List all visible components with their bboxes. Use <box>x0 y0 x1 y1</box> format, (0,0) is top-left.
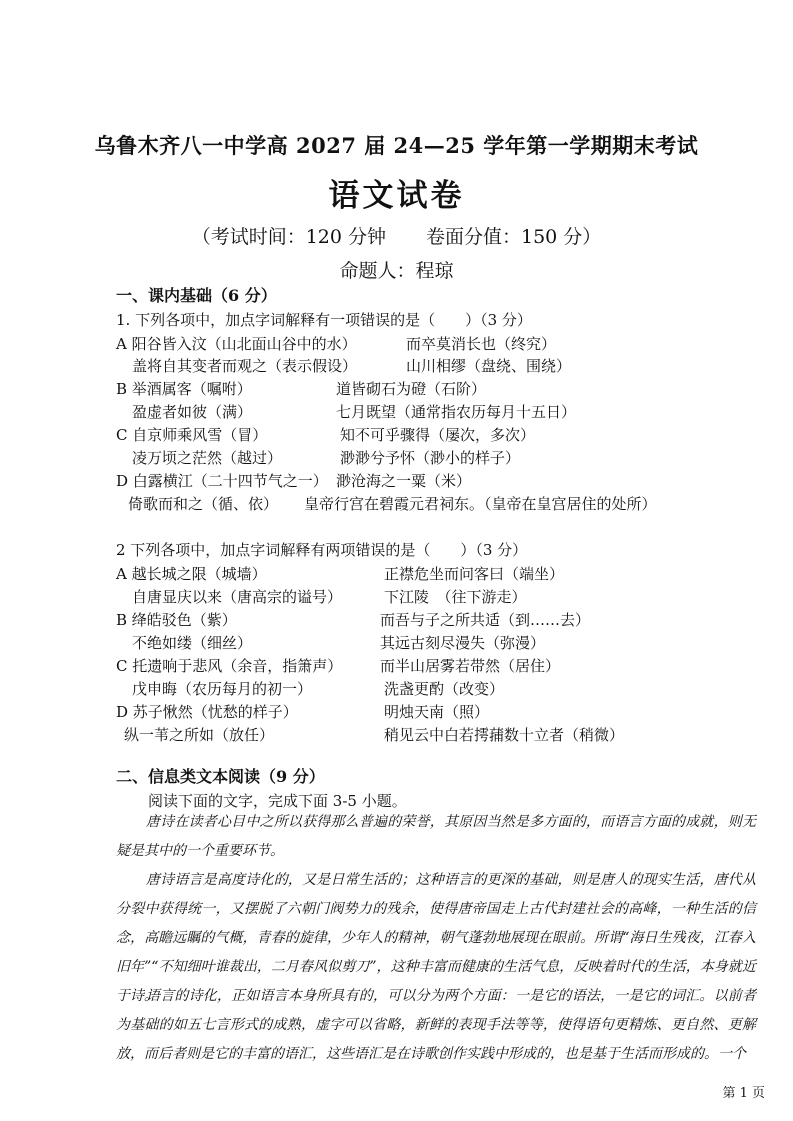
q2-option-left: 自唐显庆以来（唐高宗的谥号） <box>132 588 343 606</box>
reading-paragraph: 唐诗在读者心目中之所以获得那么普遍的荣誉，其原因当然是多方面的，而语言方面的成就，则无疑是其中的一个重要环节。 <box>116 814 756 859</box>
q1-option-right: 知不可乎骤得（屡次，多次） <box>340 426 536 444</box>
section2-heading: 二、信息类文本阅读（9 分） <box>116 767 325 786</box>
q2-option-left: D 苏子愀然（忧愁的样子） <box>116 703 298 721</box>
q2-option-left: B 绛皓驳色（紫） <box>116 611 237 629</box>
q2-option-right: 而半山居雾若带然（居住） <box>380 657 561 675</box>
q1-option-right: 道皆砌石为磴（石阶） <box>336 380 487 398</box>
q2-option-right: 洗盏更酌（改变） <box>384 680 505 698</box>
q2-option-right: 其远古刻尽漫失（弥漫） <box>380 634 546 652</box>
q1-option-right: 皇帝行宫在碧霞元君祠东。（皇帝在皇宫居住的处所） <box>304 495 657 513</box>
q1-option-left: A 阳谷皆入汶（山北面山谷中的水） <box>116 335 357 353</box>
exam-time: （考试时间：120 分钟 <box>191 226 386 248</box>
q1-option-right: 渺沧海之一粟（米） <box>336 472 472 490</box>
q1-option-right: 七月既望（通常指农历每月十五日） <box>336 403 577 421</box>
q2-option-left: C 托遗响于悲风（余音，指箫声） <box>116 657 343 675</box>
q2-option-left: 戊申晦（农历每月的初一） <box>132 680 313 698</box>
q1-option-left: B 举酒属客（嘱咐） <box>116 380 252 398</box>
q1-option-left: C 自京师乘风雪（冒） <box>116 426 268 444</box>
exam-title: 乌鲁木齐八一中学高 2027 届 24—25 学年第一学期期末考试 <box>94 133 699 158</box>
q2-option-left: 不绝如缕（细丝） <box>132 634 253 652</box>
q2-option-right: 明烛天南（照） <box>384 703 490 721</box>
q2-option-left: A 越长城之限（城墙） <box>116 565 267 583</box>
exam-author: 命题人：程琼 <box>339 260 454 282</box>
q1-option-left: 盈虚者如彼（满） <box>132 403 253 421</box>
q1-option-right: 山川相缪（盘绕、围绕） <box>406 357 572 375</box>
q2-stem: 2 下列各项中，加点字词解释有两项错误的是（ ）（3 分） <box>116 541 528 559</box>
q2-option-right: 正襟危坐而问客曰（端坐） <box>384 565 565 583</box>
q1-option-left: 凌万顷之茫然（越过） <box>132 449 283 467</box>
q1-option-left: D 白露横江（二十四节气之一） <box>116 472 328 490</box>
page-number: 第 1 页 <box>722 1086 765 1101</box>
q2-option-left: 纵一苇之所如（放任） <box>124 726 275 744</box>
section1-heading: 一、课内基础（6 分） <box>116 286 277 305</box>
reading-paragraph: 唐诗语言是高度诗化的，又是日常生活的；这种语言的更深的基础，则是唐人的现实生活，唐代从分裂中获得统一，又摆脱了六朝门阀势力的残余，使得唐帝国走上古代封建社会的高峰，一种生活的信念，高瞻远瞩的气概，青春的旋律，少年人的精神，朝气蓬勃地展现在眼前。所谓“海日生残夜，江春入旧年”“不知细叶谁裁出，二月春风似剪刀”，这种丰富而健康的生活气息，反映着时代的生活，本身就近于诗。 <box>116 872 756 1004</box>
exam-meta <box>0 222 793 249</box>
q1-option-left: 倚歌而和之（循、依） <box>128 495 279 513</box>
q2-option-right: 而吾与子之所共适（到……去） <box>380 611 591 629</box>
q1-option-right: 而卒莫消长也（终究） <box>406 335 557 353</box>
exam-score: 卷面分值：150 分） <box>426 226 602 248</box>
reading-paragraph: 语言的诗化，正如语言本身所具有的，可以分为两个方面：一是它的语法，一是它的词汇。以前者为基础的如五七言形式的成熟，虚字可以省略，新鲜的表现手法等等，使得语句更精炼、更自然、更解放，而后者则是它的丰富的语汇，这些语汇是在诗歌创作实践中形成的，也是基于生活而形成的。一个 <box>116 988 756 1062</box>
q2-option-right: 下江陵 （往下游走） <box>384 588 527 606</box>
reading-instruction: 阅读下面的文字，完成下面 3-5 小题。 <box>148 792 407 810</box>
q1-stem: 1. 下列各项中，加点字词解释有一项错误的是（ ）（3 分） <box>116 311 532 329</box>
q1-option-right: 渺渺兮予怀（渺小的样子） <box>340 449 521 467</box>
q2-option-right: 稍见云中白若摴蒱数十立者（稍微） <box>384 726 625 744</box>
subject-title: 语文试卷 <box>328 178 465 214</box>
q1-option-left: 盖将自其变者而观之（表示假设） <box>132 357 358 375</box>
